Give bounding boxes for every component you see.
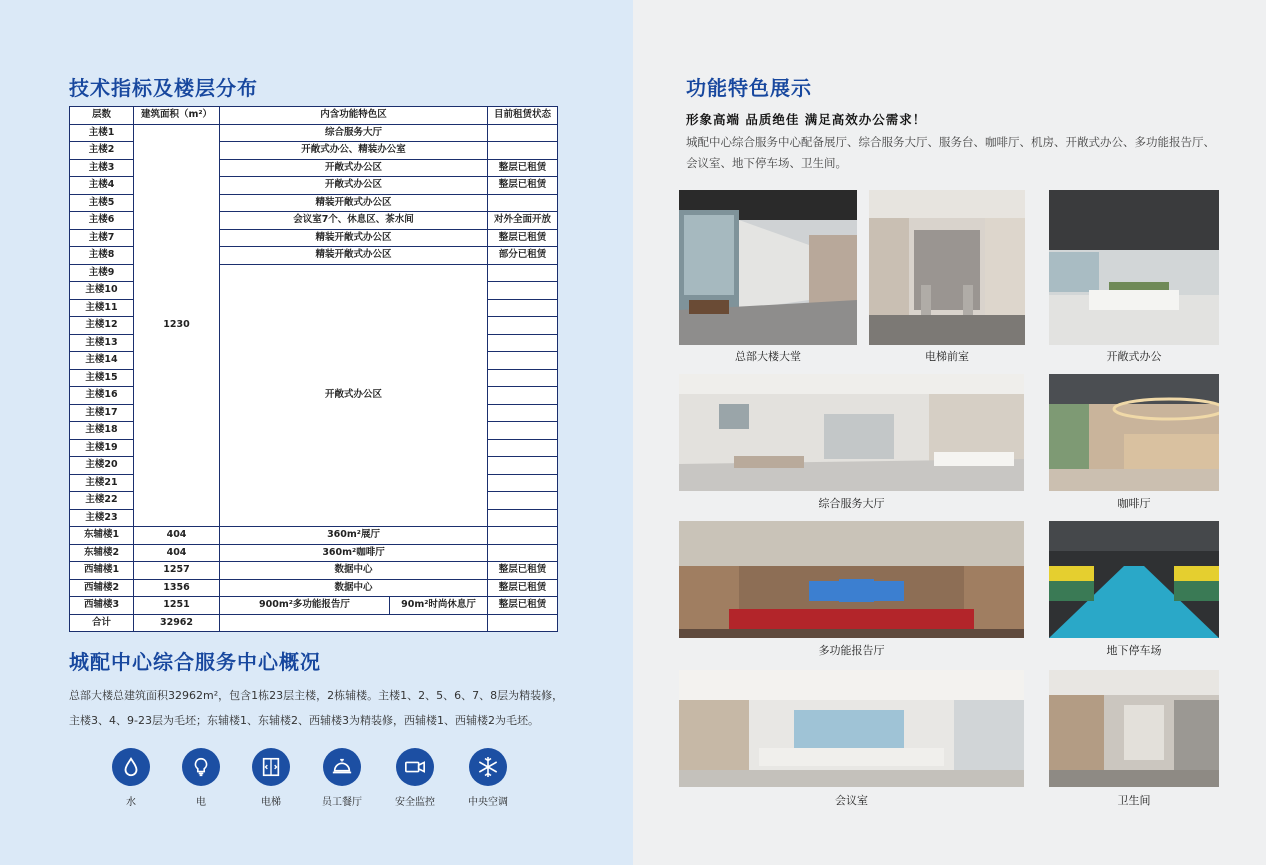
overview-title: 城配中心综合服务中心概况 — [69, 650, 321, 674]
status-cell — [488, 194, 558, 212]
amenity-icons — [110, 748, 530, 818]
snowflake-icon — [469, 748, 507, 786]
function-cell: 精装开敞式办公区 — [220, 194, 488, 212]
floor-cell: 东辅楼1 — [70, 527, 134, 545]
amenity-water — [101, 748, 161, 808]
photo-caption: 总部大楼大堂 — [735, 350, 801, 363]
amenity-ac — [458, 748, 518, 808]
floor-cell: 主楼20 — [70, 457, 134, 475]
amenity-elevator — [241, 748, 301, 808]
function-cell: 开敞式办公区 — [220, 177, 488, 195]
status-cell — [488, 124, 558, 142]
features-description: 城配中心综合服务中心配备展厅、综合服务大厅、服务台、咖啡厅、机房、开敞式办公、多功能报告厅、会议室、地下停车场、卫生间。 — [686, 135, 1215, 170]
amenity-security — [385, 748, 445, 808]
function-cell: 会议室7个、休息区、茶水间 — [220, 212, 488, 230]
photo-meeting-room — [679, 670, 1024, 787]
status-cell — [488, 439, 558, 457]
photo-auditorium — [679, 521, 1024, 638]
floor-cell: 主楼14 — [70, 352, 134, 370]
status-cell — [488, 317, 558, 335]
function-cell: 综合服务大厅 — [220, 124, 488, 142]
photo-caption: 电梯前室 — [925, 350, 969, 363]
photo-caption: 开敞式办公 — [1106, 350, 1162, 363]
floor-cell: 主楼17 — [70, 404, 134, 422]
status-cell: 部分已租赁 — [488, 247, 558, 265]
photo-caption: 会议室 — [835, 794, 868, 807]
floor-cell: 西辅楼3 — [70, 597, 134, 615]
table-row — [70, 544, 558, 562]
table-row — [70, 562, 558, 580]
floor-cell: 主楼6 — [70, 212, 134, 230]
overview-line: 总部大楼总建筑面积32962m²，包含1栋23层主楼，2栋辅楼。主楼1、2、5、6、7、8层为精装修， — [69, 689, 564, 702]
total-label: 合计 — [70, 614, 134, 632]
area-cell: 404 — [134, 544, 220, 562]
dining-cloche-icon — [323, 748, 361, 786]
amenity-electricity — [171, 748, 231, 808]
status-cell — [488, 457, 558, 475]
status-cell — [488, 387, 558, 405]
floor-cell: 西辅楼1 — [70, 562, 134, 580]
floor-cell: 主楼5 — [70, 194, 134, 212]
function-cell: 开敞式办公区 — [220, 159, 488, 177]
floor-cell: 主楼3 — [70, 159, 134, 177]
floor-spec-table — [69, 106, 558, 632]
floor-cell: 主楼13 — [70, 334, 134, 352]
area-cell: 404 — [134, 527, 220, 545]
light-bulb-icon — [182, 748, 220, 786]
floor-cell: 主楼19 — [70, 439, 134, 457]
photo-caption: 咖啡厅 — [1117, 497, 1151, 510]
status-cell: 整层已租赁 — [488, 159, 558, 177]
status-cell — [488, 544, 558, 562]
photo-restroom — [1049, 670, 1219, 787]
header-function: 内含功能特色区 — [220, 107, 488, 125]
status-cell: 整层已租赁 — [488, 562, 558, 580]
function-cell-merged: 开敞式办公区 — [220, 264, 488, 527]
status-cell: 对外全面开放 — [488, 212, 558, 230]
status-cell — [488, 282, 558, 300]
function-cell: 360m²展厅 — [220, 527, 488, 545]
area-cell: 1257 — [134, 562, 220, 580]
photo-open-office — [1049, 190, 1219, 345]
status-cell: 整层已租赁 — [488, 597, 558, 615]
area-cell: 1356 — [134, 579, 220, 597]
floor-cell: 主楼18 — [70, 422, 134, 440]
features-subtitle: 形象高端 品质绝佳 满足高效办公需求！ — [686, 112, 927, 127]
header-status: 目前租赁状态 — [488, 107, 558, 125]
function-cell: 90m²时尚休息厅 — [390, 597, 488, 615]
amenity-label: 水 — [126, 797, 136, 808]
floor-cell: 主楼1 — [70, 124, 134, 142]
photo-parking — [1049, 521, 1219, 638]
status-cell: 整层已租赁 — [488, 579, 558, 597]
status-cell — [488, 142, 558, 160]
floor-cell: 主楼15 — [70, 369, 134, 387]
status-cell — [488, 299, 558, 317]
photo-service-hall — [679, 374, 1024, 491]
photo-caption: 综合服务大厅 — [818, 497, 885, 510]
status-cell — [488, 352, 558, 370]
header-floor: 层数 — [70, 107, 134, 125]
status-cell — [488, 509, 558, 527]
photo-lobby — [679, 190, 857, 345]
amenity-label: 电 — [196, 797, 206, 808]
photo-cafe — [1049, 374, 1219, 491]
features-title: 功能特色展示 — [686, 76, 812, 100]
status-cell — [488, 614, 558, 632]
status-cell — [488, 369, 558, 387]
header-area: 建筑面积（m²） — [134, 107, 220, 125]
photo-elevator-lobby — [869, 190, 1025, 345]
floor-cell: 主楼9 — [70, 264, 134, 282]
amenity-label: 电梯 — [261, 797, 281, 808]
status-cell — [488, 492, 558, 510]
total-row — [70, 614, 558, 632]
floor-cell: 主楼22 — [70, 492, 134, 510]
table-row — [70, 527, 558, 545]
floor-cell: 主楼8 — [70, 247, 134, 265]
spec-title: 技术指标及楼层分布 — [69, 76, 258, 100]
floor-cell: 主楼21 — [70, 474, 134, 492]
floor-cell: 主楼4 — [70, 177, 134, 195]
amenity-dining — [312, 748, 372, 808]
overview-line: 主楼3、4、9-23层为毛坯；东辅楼1、东辅楼2、西辅楼3为精装修，西辅楼1、西辅楼2为毛坯。 — [69, 714, 539, 727]
floor-cell: 主楼10 — [70, 282, 134, 300]
area-cell-merged: 1230 — [134, 124, 220, 527]
photo-caption: 地下停车场 — [1106, 644, 1162, 657]
amenity-label: 员工餐厅 — [322, 797, 362, 808]
amenity-label: 中央空调 — [468, 797, 508, 808]
floor-cell: 东辅楼2 — [70, 544, 134, 562]
function-cell: 900m²多功能报告厅 — [220, 597, 390, 615]
area-cell: 1251 — [134, 597, 220, 615]
floor-cell: 主楼7 — [70, 229, 134, 247]
floor-cell: 主楼23 — [70, 509, 134, 527]
function-cell — [220, 614, 488, 632]
table-header-row — [70, 107, 558, 125]
status-cell — [488, 422, 558, 440]
total-area: 32962 — [134, 614, 220, 632]
amenity-label: 安全监控 — [395, 797, 435, 808]
overview-text — [69, 683, 569, 733]
function-cell: 精装开敞式办公区 — [220, 229, 488, 247]
floor-cell: 主楼11 — [70, 299, 134, 317]
table-row — [70, 579, 558, 597]
photo-caption: 多功能报告厅 — [818, 644, 885, 657]
status-cell — [488, 474, 558, 492]
photo-caption: 卫生间 — [1117, 794, 1151, 807]
floor-cell: 西辅楼2 — [70, 579, 134, 597]
status-cell: 整层已租赁 — [488, 229, 558, 247]
status-cell — [488, 404, 558, 422]
floor-cell: 主楼12 — [70, 317, 134, 335]
table-row — [70, 597, 558, 615]
status-cell — [488, 264, 558, 282]
floor-cell: 主楼16 — [70, 387, 134, 405]
function-cell: 精装开敞式办公区 — [220, 247, 488, 265]
floor-cell: 主楼2 — [70, 142, 134, 160]
function-cell: 数据中心 — [220, 579, 488, 597]
status-cell — [488, 334, 558, 352]
function-cell: 360m²咖啡厅 — [220, 544, 488, 562]
status-cell — [488, 527, 558, 545]
table-row — [70, 124, 558, 142]
function-cell: 数据中心 — [220, 562, 488, 580]
surveillance-camera-icon — [396, 748, 434, 786]
elevator-icon — [252, 748, 290, 786]
function-cell: 开敞式办公、精装办公室 — [220, 142, 488, 160]
water-drop-icon — [112, 748, 150, 786]
status-cell: 整层已租赁 — [488, 177, 558, 195]
